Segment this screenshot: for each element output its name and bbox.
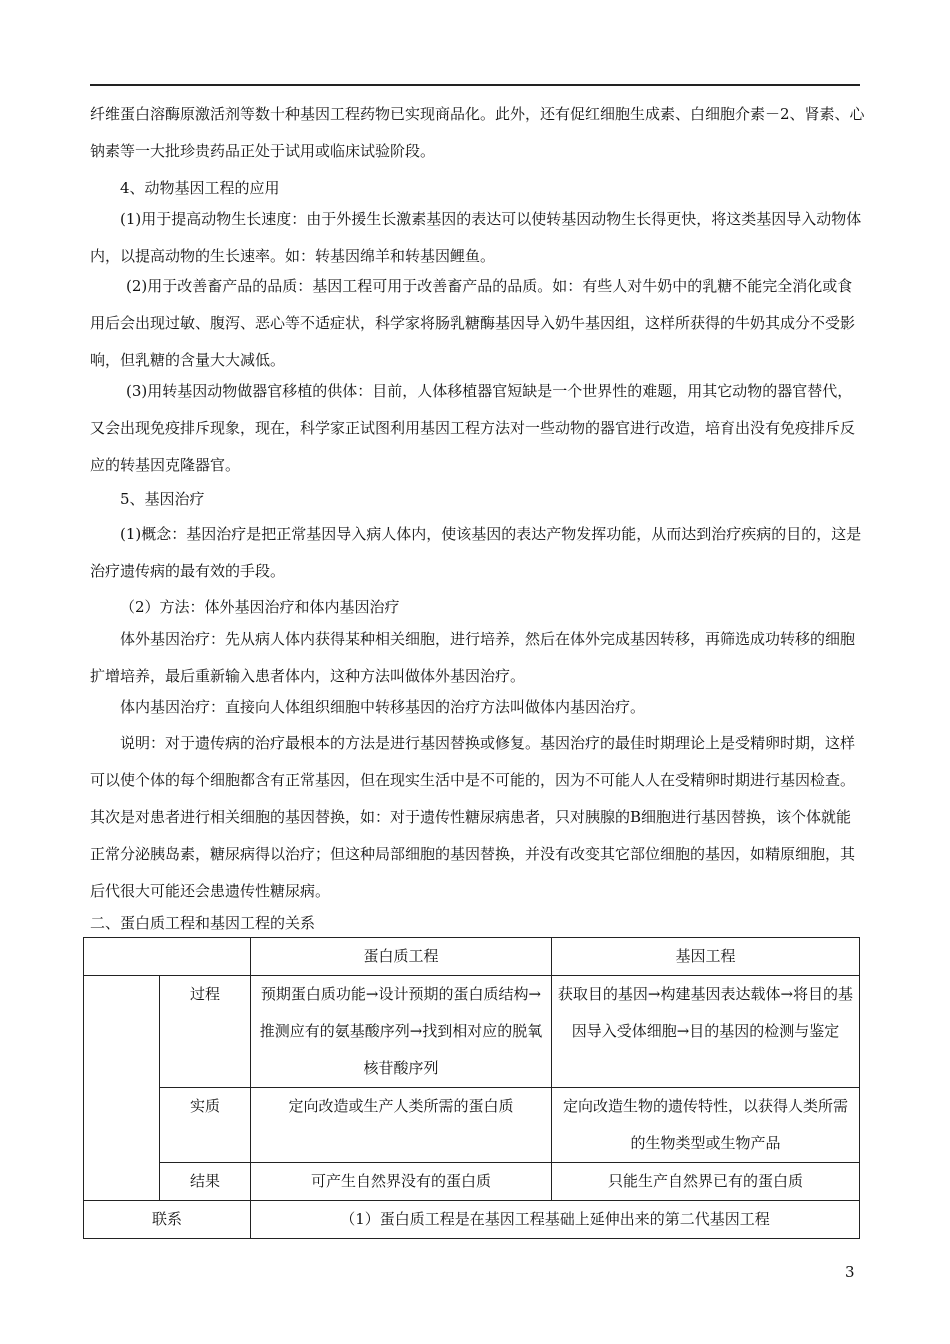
table-corner-cell (84, 938, 251, 976)
paragraph: （2）方法：体外基因治疗和体内基因治疗 (120, 598, 400, 616)
paragraph: (1)概念：基因治疗是把正常基因导入病人体内，使该基因的表达产物发挥功能，从而达到治疗疾病的目的，这是治疗遗传病的最有效的手段。 (90, 525, 862, 580)
table-cell: 可产生自然界没有的蛋白质 (251, 1163, 552, 1201)
table-row (84, 1201, 860, 1239)
table-cell: 只能生产自然界已有的蛋白质 (552, 1163, 860, 1201)
column-header-gene-engineering: 基因工程 (552, 938, 860, 976)
paragraph: (2)用于改善畜产品的品质：基因工程可用于改善畜产品的品质。如：有些人对牛奶中的乳糖不能完全消化或食用后会出现过敏、腹泻、恶心等不适症状，科学家将肠乳糖酶基因导入奶牛基因组，这样所获得的牛奶其成分不受影响，但乳糖的含量大大减低。 (90, 277, 856, 369)
paragraph: 纤维蛋白溶酶原激活剂等数十种基因工程药物已实现商品化。此外，还有促红细胞生成素、白细胞介素－2、肾素、心钠素等一大批珍贵药品正处于试用或临床试验阶段。 (90, 105, 865, 160)
table-row (84, 1088, 860, 1163)
table-cell: 获取目的基因→构建基因表达载体→将目的基因导入受体细胞→目的基因的检测与鉴定 (552, 976, 860, 1088)
row-label-link: 联系 (84, 1201, 251, 1239)
table-cell: （1）蛋白质工程是在基因工程基础上延伸出来的第二代基因工程 (251, 1201, 860, 1239)
section-heading: 二、蛋白质工程和基因工程的关系 (90, 914, 316, 932)
paragraph: (3)用转基因动物做器官移植的供体：目前，人体移植器官短缺是一个世界性的难题，用其它动物的器官替代，又会出现免疫排斥现象，现在，科学家正试图利用基因工程方法对一些动物的器官进行改造，培育出没有免疫排斥反应的转基因克隆器官。 (90, 382, 856, 474)
table-row (84, 976, 860, 1088)
section-heading: 4、动物基因工程的应用 (120, 179, 280, 197)
section-heading: 5、基因治疗 (120, 490, 205, 508)
table-cell: 定向改造或生产人类所需的蛋白质 (251, 1088, 552, 1163)
table-cell: 预期蛋白质功能→设计预期的蛋白质结构→推测应有的氨基酸序列→找到相对应的脱氧核苷酸序列 (251, 976, 552, 1088)
table-cell: 定向改造生物的遗传特性，以获得人类所需的生物类型或生物产品 (552, 1088, 860, 1163)
row-label-result: 结果 (160, 1163, 251, 1201)
paragraph: 说明：对于遗传病的治疗最根本的方法是进行基因替换或修复。基因治疗的最佳时期理论上是受精卵时期，这样可以使个体的每个细胞都含有正常基因，但在现实生活中是不可能的，因为不可能人人在受精卵时期进行基因检查。其次是对患者进行相关细胞的基因替换，如：对于遗传性糖尿病患者，只对胰腺的B细胞进行基因替换，该个体就能正常分泌胰岛素，糖尿病得以治疗；但这种局部细胞的基因替换，并没有改变其它部位细胞的基因，如精原细胞，其后代很大可能还会患遗传性糖尿病。 (90, 734, 856, 900)
row-label-essence: 实质 (160, 1088, 251, 1163)
paragraph: 体内基因治疗：直接向人体组织细胞中转移基因的治疗方法叫做体内基因治疗。 (120, 698, 646, 716)
row-label-process: 过程 (160, 976, 251, 1088)
paragraph: 体外基因治疗：先从病人体内获得某种相关细胞，进行培养，然后在体外完成基因转移，再筛选成功转移的细胞扩增培养，最后重新输入患者体内，这种方法叫做体外基因治疗。 (90, 630, 856, 685)
table-header-row (84, 938, 860, 976)
table-row (84, 1163, 860, 1201)
paragraph: (1)用于提高动物生长速度：由于外援生长激素基因的表达可以使转基因动物生长得更快，将这类基因导入动物体内，以提高动物的生长速率。如：转基因绵羊和转基因鲤鱼。 (90, 210, 862, 265)
page-number: 3 (845, 1263, 855, 1281)
table-group-cell (84, 976, 160, 1201)
comparison-table (83, 937, 860, 1239)
header-rule (90, 84, 860, 86)
column-header-protein-engineering: 蛋白质工程 (251, 938, 552, 976)
